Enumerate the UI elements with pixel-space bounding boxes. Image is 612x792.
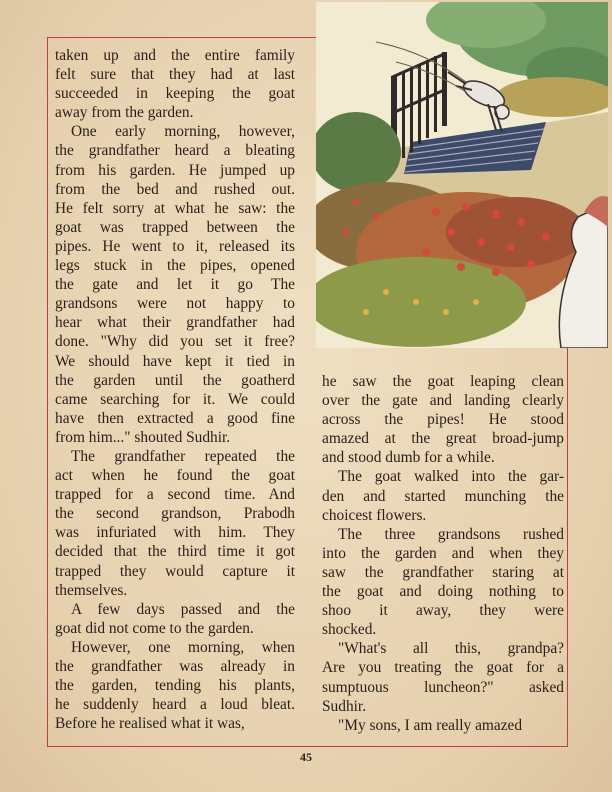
text-line: He felt sorry at what he saw: the [55,199,295,217]
text-line: A few days passed and the [71,600,295,618]
text-line: into the garden and when they [322,544,564,562]
text-line: the garden, tending his plants, [55,677,295,695]
text-line: he suddenly heard a loud bleat. [55,696,295,714]
text-line: "What's all this, grandpa? [338,640,564,658]
text-line: and stood dumb for a while. [322,449,495,467]
text-line: away from the garden. [55,104,194,122]
text-line: Are you treating the goat for a [322,659,564,677]
text-line: the garden until the goatherd [55,371,295,389]
paragraph [322,716,564,735]
text-line: shoo it away, they were [322,602,564,620]
text-line: den and started munching the [322,487,564,505]
paragraph [55,638,295,733]
paragraph [55,600,295,638]
text-line: One early morning, however, [71,123,295,141]
text-line: the gate and let it go The [55,276,295,294]
paragraph [322,639,564,715]
paragraph [322,525,564,640]
text-line: trapped they would capture it [55,562,295,580]
text-line: came searching for it. We could [55,390,295,408]
text-line: felt sure that they had at last [55,66,295,84]
text-line: Sudhir. [322,697,367,715]
text-line: act when he found the goat [55,467,295,485]
text-line: sumptuous luncheon?" asked [322,678,564,696]
text-line: The grandfather repeated the [71,447,295,465]
paragraph [55,46,295,122]
text-line: he saw the goat leaping clean [322,373,564,390]
text-line: succeeded in keeping the goat [55,85,295,103]
text-line: the second grandson, Prabodh [55,505,295,523]
text-line: goat was trapped between the [55,218,295,236]
text-line: The goat walked into the gar- [338,468,564,486]
text-line: the grandfather heard a bleating [55,142,295,160]
text-line: We should have kept it tied in [55,352,295,370]
paragraph [322,467,564,524]
frame-border-top [47,37,316,38]
text-line: decided that the third time it got [55,543,295,561]
text-line: have then extracted a good fine [55,409,295,427]
text-line: The three grandsons rushed [338,525,564,543]
frame-border-bottom [47,746,568,747]
text-line: across the pipes! He stood [322,411,564,429]
text-line: from the bed and rushed out. [55,180,295,198]
text-line: done. "Why did you set it free? [55,333,295,351]
left-text-column [55,46,295,733]
paragraph [55,122,295,447]
text-line: shocked. [322,621,377,639]
text-line: choicest flowers. [322,506,427,524]
paragraph [55,447,295,600]
text-line: from him..." shouted Sudhir. [55,428,231,446]
text-line: legs stuck in the pipes, opened [55,257,295,275]
page-number: 45 [300,750,312,764]
text-line: themselves. [55,581,128,599]
text-line: Before he realised what it was, [55,715,245,733]
text-line: goat did not come to the garden. [55,619,254,637]
text-line: saw the grandfather staring at [322,563,564,581]
paragraph [322,372,564,467]
text-line: amazed at the great broad-jump [322,430,564,448]
text-line: the goat and doing nothing to [322,583,564,601]
frame-border-left [47,37,48,747]
text-line: from his garden. He jumped up [55,161,295,179]
text-line: "My sons, I am really amazed [338,716,523,734]
garden-goat-illustration [316,2,608,348]
right-text-column [322,372,564,735]
text-line: grandsons were not happy to [55,295,295,313]
frame-border-right [567,348,568,747]
text-line: was infuriated with him. They [55,524,295,542]
text-line: taken up and the entire family [55,47,295,64]
text-line: hear what their grandfather had [55,314,295,332]
text-line: pipes. He went to it, released its [55,237,295,255]
text-line: However, one morning, when [71,638,295,656]
text-line: trapped for a second time. And [55,486,295,504]
text-line: over the gate and landing clearly [322,392,564,410]
text-line: the grandfather was already in [55,658,295,675]
